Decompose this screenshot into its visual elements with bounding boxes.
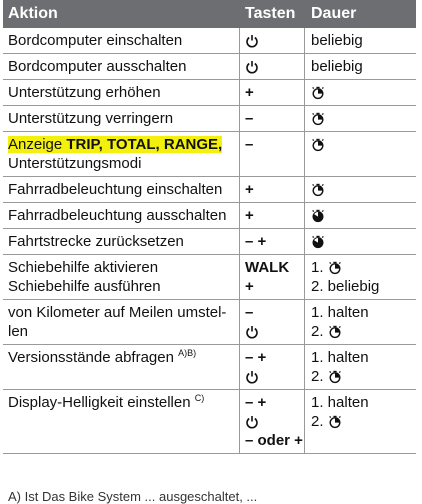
table-row	[3, 203, 416, 229]
cell-dauer	[305, 132, 416, 176]
power-icon	[245, 34, 259, 48]
cell-text: – +	[245, 349, 267, 366]
cell-aktion	[3, 345, 240, 389]
table-body	[3, 28, 416, 454]
cell-text: 1. halten	[311, 304, 369, 321]
power-icon	[245, 415, 259, 429]
timer-short-icon	[311, 183, 325, 197]
table-row	[3, 28, 416, 54]
cell-text: – +	[245, 394, 267, 411]
table-row	[3, 106, 416, 132]
cell-aktion	[3, 255, 240, 299]
table-header	[3, 0, 416, 28]
cell-tasten	[240, 255, 305, 299]
footnote-text: A) Ist Das Bike System ... ausgeschaltet, ...	[8, 489, 258, 504]
cell-text: 1. halten	[311, 394, 369, 411]
cell-text-bold: TRIP, TOTAL, RANGE,	[66, 136, 223, 153]
table-row	[3, 177, 416, 203]
timer-short-icon	[328, 325, 342, 339]
cell-dauer	[305, 80, 416, 105]
cell-aktion	[3, 80, 240, 105]
header-dauer: Dauer	[311, 5, 357, 22]
timer-short-icon	[328, 415, 342, 429]
cell-dauer	[305, 390, 416, 453]
cell-text: 2. beliebig	[311, 278, 380, 295]
cell-dauer	[305, 203, 416, 228]
cell-tasten	[240, 28, 305, 53]
cell-dauer	[305, 229, 416, 254]
timer-short-icon	[311, 112, 325, 126]
cell-tasten	[240, 345, 305, 389]
cell-dauer	[305, 106, 416, 131]
table-row	[3, 132, 416, 177]
cell-tasten	[240, 203, 305, 228]
timer-long-icon	[311, 209, 325, 223]
cell-text: Unterstützung erhöhen	[8, 84, 161, 101]
cell-text: –	[245, 304, 254, 321]
cell-aktion	[3, 177, 240, 202]
cell-aktion	[3, 229, 240, 254]
cell-text: 1.	[311, 259, 324, 276]
cell-text: Anzeige	[8, 136, 67, 153]
cell-tasten	[240, 177, 305, 202]
table-row	[3, 80, 416, 106]
table-row	[3, 54, 416, 80]
power-icon	[245, 325, 259, 339]
controls-table	[3, 0, 416, 454]
footnote-ref: C)	[194, 393, 205, 403]
cell-text: –	[245, 110, 254, 127]
cell-aktion	[3, 390, 240, 453]
cell-text: +	[245, 278, 254, 295]
cell-text: Bordcomputer ausschalten	[8, 58, 187, 75]
cell-text: beliebig	[311, 32, 363, 49]
cell-aktion	[3, 54, 240, 79]
cell-text: 2.	[311, 368, 324, 385]
cell-text: Unterstützung verringern	[8, 110, 174, 127]
cell-text: Fahrtstrecke zurücksetzen	[8, 233, 184, 250]
cell-text: – oder +	[245, 432, 303, 449]
cell-tasten	[240, 229, 305, 254]
cell-text: beliebig	[311, 58, 363, 75]
cell-text: Fahrradbeleuchtung ausschalten	[8, 207, 227, 224]
table-row	[3, 229, 416, 255]
cell-aktion	[3, 106, 240, 131]
cell-text: Schiebehilfe aktivieren	[8, 259, 159, 276]
highlight-marker	[8, 136, 222, 153]
table-row	[3, 390, 416, 454]
cell-dauer	[305, 255, 416, 299]
cell-text: Versionsstände abfragen	[8, 349, 174, 366]
cell-aktion	[3, 28, 240, 53]
cell-dauer	[305, 54, 416, 79]
cell-dauer	[305, 177, 416, 202]
cell-text: –	[245, 136, 254, 153]
cell-text: WALK	[245, 259, 290, 276]
cell-tasten	[240, 54, 305, 79]
power-icon	[245, 370, 259, 384]
cell-text: +	[245, 181, 254, 198]
cell-aktion	[3, 300, 240, 344]
cell-text: von Kilometer auf Meilen umstel-	[8, 304, 227, 321]
header-aktion: Aktion	[8, 5, 58, 22]
timer-long-icon	[311, 235, 325, 249]
table-row	[3, 300, 416, 345]
cell-text: 1. halten	[311, 349, 369, 366]
cell-text: 2.	[311, 413, 324, 430]
cell-tasten	[240, 132, 305, 176]
timer-short-icon	[311, 86, 325, 100]
table-row	[3, 255, 416, 300]
power-icon	[245, 60, 259, 74]
cell-dauer	[305, 28, 416, 53]
cell-dauer	[305, 345, 416, 389]
cell-aktion	[3, 132, 240, 176]
header-tasten: Tasten	[245, 5, 296, 22]
cell-aktion	[3, 203, 240, 228]
cell-text: Bordcomputer einschalten	[8, 32, 183, 49]
cell-tasten	[240, 390, 305, 453]
timer-short-icon	[328, 370, 342, 384]
cell-dauer	[305, 300, 416, 344]
cell-text: Fahrradbeleuchtung einschalten	[8, 181, 223, 198]
cell-text: len	[8, 323, 29, 340]
cell-text: +	[245, 84, 254, 101]
cell-text: +	[245, 207, 254, 224]
cell-text: Display-Helligkeit einstellen	[8, 394, 191, 411]
timer-short-icon	[328, 261, 342, 275]
cell-text: 2.	[311, 323, 324, 340]
cell-tasten	[240, 106, 305, 131]
cell-text: Schiebehilfe ausführen	[8, 278, 161, 295]
timer-short-icon	[311, 138, 325, 152]
table-row	[3, 345, 416, 390]
cell-tasten	[240, 80, 305, 105]
footnote	[8, 489, 257, 504]
cell-text: Unterstützungsmodi	[8, 155, 142, 172]
cell-text: – +	[245, 233, 267, 250]
cell-tasten	[240, 300, 305, 344]
footnote-ref: A)B)	[178, 348, 197, 358]
